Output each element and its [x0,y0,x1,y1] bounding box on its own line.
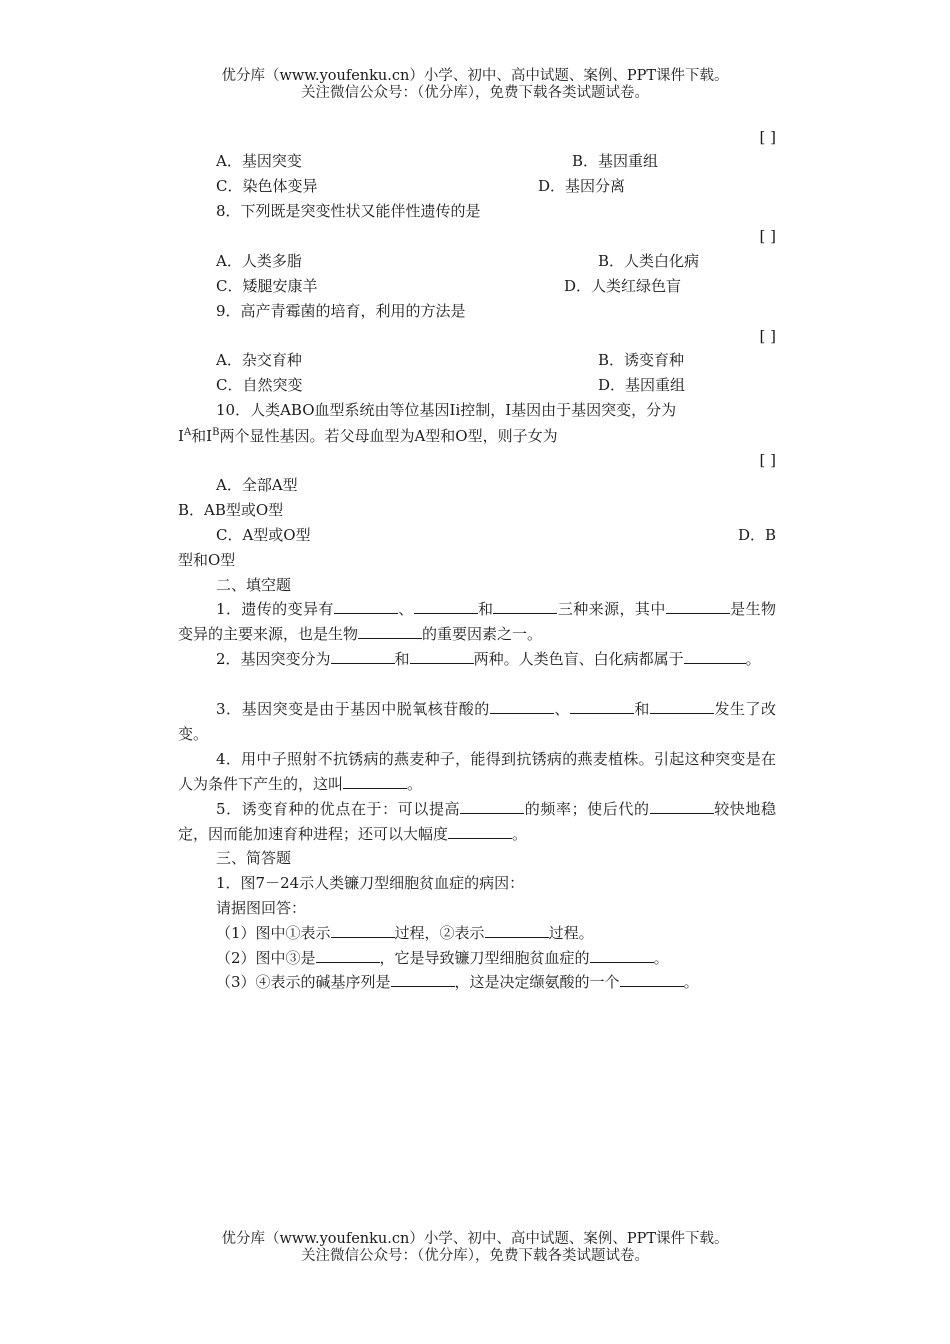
q10-stem-rest: 两个显性基因。若父母血型为A型和O型，则子女为 [219,427,558,445]
sa-question-1-stem: 1．图7－24示人类镰刀型细胞贫血症的病因： [216,874,525,892]
f2-text-3: 两种。人类色盲、白化病都属于 [473,650,684,668]
f1-text-4: 三种来源，其中 [557,600,666,618]
answer-blank[interactable] [684,649,724,664]
answer-blank[interactable] [666,599,730,614]
f3-text-4: 发生了改变。 [178,700,776,743]
f3-text-2: 、 [553,700,570,718]
q10-stem-line-2 [178,426,558,446]
sa-instruction: 请据图回答： [216,899,307,917]
f2-text-4: 。 [745,650,761,668]
q10-option-d-part2: 型和O型 [178,551,236,569]
q10-sup-a: A [183,427,192,438]
header-line-1: 优分库（www.youfenku.cn）小学、初中、高中试题、案例、PPT课件下载。 [221,68,729,84]
f2-text-2: 和 [394,650,410,668]
answer-blank[interactable] [650,699,714,714]
fill-question-1 [178,597,776,646]
fill-question-4 [178,747,776,796]
page-header [0,68,950,102]
s2-text-1: （2）图中③是 [216,949,316,967]
answer-blank[interactable] [448,824,512,839]
f1-text-5: 是生物变异的主要来源，也是生物 [178,600,776,643]
answer-blank[interactable] [590,948,654,963]
q9-option-d: D．基因重组 [598,376,686,394]
f1-text-6: 的重要因素之一。 [422,624,543,643]
q10-and: 和Ⅰ [191,427,213,445]
s3-text-2: ，这是决定缬氨酸的一个 [454,973,620,991]
s2-text-2: ，它是导致镰刀型细胞贫血症的 [379,949,590,967]
q9-stem: 9．高产青霉菌的培育，利用的方法是 [216,302,466,320]
q9-option-b: B．诱变育种 [598,351,685,369]
s2-text-3: 。 [653,949,669,967]
f1-text-1: 1．遗传的变异有 [216,600,334,618]
q7-option-b: B．基因重组 [572,152,659,170]
f5-text-2: 的频率；使后代的 [524,800,650,818]
answer-bracket-q8: [ ] [759,227,776,245]
answer-blank[interactable] [358,624,422,639]
q10-sup-b: B [212,427,220,438]
fill-question-5 [178,797,776,846]
answer-blank[interactable] [493,599,557,614]
answer-blank-continued[interactable] [724,649,746,664]
section-2-title: 二、填空题 [216,576,292,594]
f3-text-1: 3．基因突变是由于基因中脱氧核苷酸的 [216,700,490,718]
s3-text-1: （3）④表示的碱基序列是 [216,973,391,991]
answer-blank[interactable] [343,774,407,789]
q9-option-c: C．自然突变 [216,376,303,394]
f5-text-1: 5．诱变育种的优点在于：可以提高 [216,800,461,818]
answer-blank[interactable] [490,699,554,714]
q9-option-a: A．杂交育种 [216,351,302,369]
answer-blank[interactable] [331,923,395,938]
f5-text-3: 较快地稳定，因而能加速育种进程；还可以大幅度 [178,800,776,843]
f4-text-1: 4．用中子照射不抗锈病的燕麦种子，能得到抗锈病的燕麦植株。引起这种突变是在人为条件下产生的，这叫 [178,750,776,793]
sa-subquestion-2 [216,948,669,968]
answer-blank[interactable] [620,972,684,987]
page-footer [0,1231,950,1265]
f1-text-3: 和 [477,600,494,618]
answer-blank[interactable] [650,799,714,814]
answer-blank[interactable] [334,599,398,614]
q8-option-a: A．人类多脂 [216,252,302,270]
q8-option-d: D．人类红绿色盲 [564,277,682,295]
answer-blank[interactable] [391,972,455,987]
q10-option-c: C．A型或O型 [216,526,311,544]
answer-blank[interactable] [460,799,524,814]
sa-subquestion-1 [216,923,594,943]
fill-question-3 [178,697,776,746]
answer-blank[interactable] [570,699,634,714]
q10-option-a: A．全部A型 [216,476,298,494]
section-3-title: 三、简答题 [216,849,292,867]
q7-option-c: C．染色体变异 [216,177,318,195]
answer-bracket-q9: [ ] [759,327,776,345]
s1-text-1: （1）图中①表示 [216,924,331,942]
f1-text-2: 、 [397,600,414,618]
q8-option-c: C．矮腿安康羊 [216,277,318,295]
footer-line-1: 优分库（www.youfenku.cn）小学、初中、高中试题、案例、PPT课件下载。 [221,1231,729,1247]
answer-blank[interactable] [485,923,549,938]
q7-option-a: A．基因突变 [216,152,302,170]
answer-blank[interactable] [410,649,474,664]
answer-blank[interactable] [331,649,395,664]
f5-text-4: 。 [512,824,528,843]
answer-bracket-q7: [ ] [759,128,776,146]
f3-text-3: 和 [633,700,650,718]
f4-text-2: 。 [407,774,423,793]
answer-blank[interactable] [316,948,380,963]
fill-question-2 [178,647,776,672]
s1-text-3: 过程。 [548,924,594,942]
f2-text-1: 2．基因突变分为 [216,650,331,668]
q10-allele-i: Ⅰ [178,427,184,445]
s3-text-3: 。 [683,973,699,991]
q7-option-d: D．基因分离 [538,177,626,195]
q8-stem: 8．下列既是突变性状又能伴性遗传的是 [216,202,481,220]
sa-subquestion-3 [216,972,699,992]
q10-option-d-part1: D．B [737,526,776,544]
answer-bracket-q10: [ ] [759,451,776,469]
q10-stem-line-1: 10．人类ABO血型系统由等位基因Ⅰi控制，Ⅰ基因由于基因突变，分为 [216,401,677,419]
q8-option-b: B．人类白化病 [598,252,700,270]
s1-text-2: 过程，②表示 [394,924,485,942]
footer-line-2: 关注微信公众号：（优分库），免费下载各类试题试卷。 [301,1248,649,1264]
answer-blank[interactable] [414,599,478,614]
header-line-2: 关注微信公众号：（优分库），免费下载各类试题试卷。 [301,85,649,101]
q10-option-b: B．AB型或O型 [178,501,284,519]
